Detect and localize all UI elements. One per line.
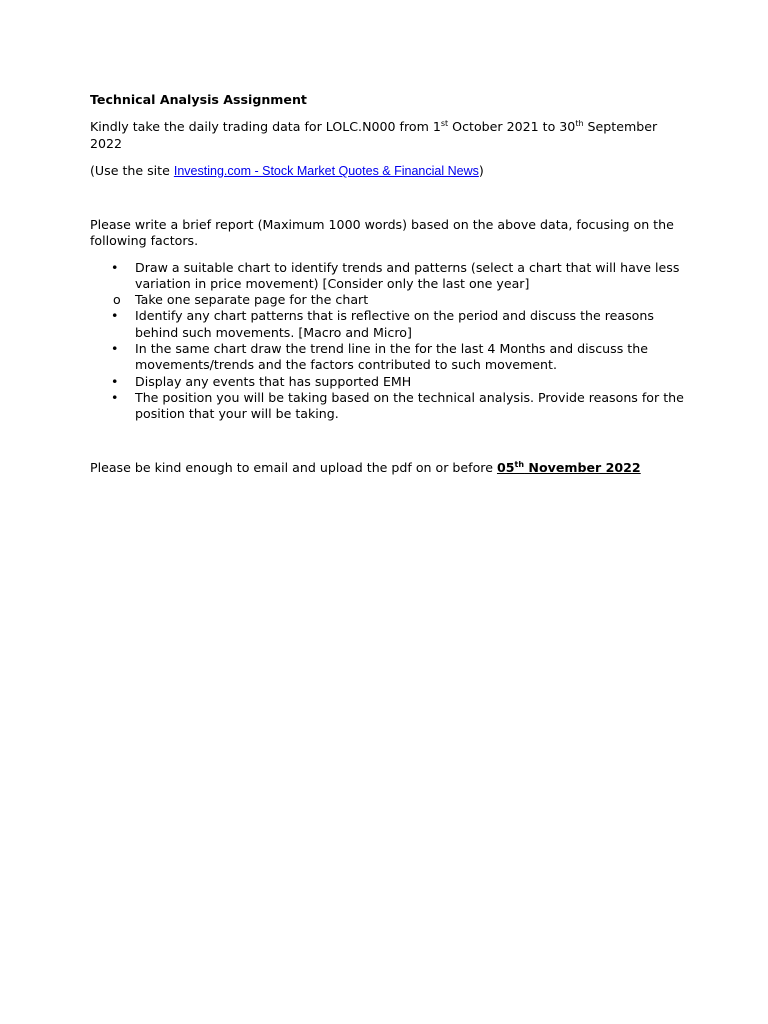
- document-title: Technical Analysis Assignment: [90, 92, 307, 107]
- sub-list-item: [90, 292, 690, 308]
- sub-list: [90, 292, 690, 308]
- list-item-text: Display any events that has supported EMH: [135, 373, 412, 389]
- intro-text-end: September 2022: [90, 119, 658, 151]
- document-page: [90, 92, 690, 477]
- bullet-icon: •: [111, 389, 119, 405]
- site-prefix: (Use the site: [90, 163, 174, 178]
- deadline-prefix: Please be kind enough to email and upload the pdf on or before: [90, 460, 497, 476]
- intro-text-start: Kindly take the daily trading data for LOLC.N000 from 1: [90, 119, 441, 134]
- bullet-icon: •: [111, 340, 119, 356]
- bullet-icon: •: [111, 373, 119, 389]
- list-item: [90, 308, 690, 341]
- list-item-text: The position you will be taking based on the technical analysis. Provide reasons for the position that your will be taking.: [135, 389, 684, 422]
- report-instruction: Please write a brief report (Maximum 1000 words) based on the above data, focusing on the following factors.: [90, 216, 674, 248]
- sub-list-item-text: Take one separate page for the chart: [135, 292, 369, 308]
- list-item: [90, 341, 690, 374]
- list-item: [90, 374, 690, 390]
- factors-list: [90, 260, 690, 293]
- intro-text-middle: October 2021 to 30: [448, 119, 576, 134]
- bullet-icon: •: [111, 259, 119, 275]
- deadline-month-year: November 2022: [524, 460, 641, 476]
- site-suffix: ): [478, 163, 484, 178]
- site-paragraph: [90, 163, 690, 180]
- factors-list-continued: [90, 308, 690, 422]
- sub-bullet-icon: o: [113, 292, 121, 308]
- investing-link[interactable]: Investing.com - Stock Market Quotes & Financial News: [173, 164, 479, 178]
- bullet-icon: •: [111, 308, 119, 324]
- intro-sup-th: th: [575, 119, 584, 128]
- intro-paragraph: [90, 119, 690, 152]
- deadline-date: [497, 460, 641, 475]
- deadline-day-sup: th: [514, 460, 525, 470]
- deadline-day: 05: [496, 460, 515, 476]
- list-item-text: In the same chart draw the trend line in the for the last 4 Months and discuss the movements/trends and the factors contributed to such movement.: [135, 340, 648, 373]
- deadline-paragraph: [90, 460, 690, 477]
- list-item: [90, 390, 690, 423]
- list-item-text: Draw a suitable chart to identify trends and patterns (select a chart that will have less variation in price movement) [Consider only the last one year]: [135, 259, 680, 291]
- intro-sup-st: st: [440, 119, 449, 128]
- list-item-text: Identify any chart patterns that is reflective on the period and discuss the reasons behind such movements. [Macro and Micro]: [135, 308, 654, 340]
- list-item: [90, 260, 690, 293]
